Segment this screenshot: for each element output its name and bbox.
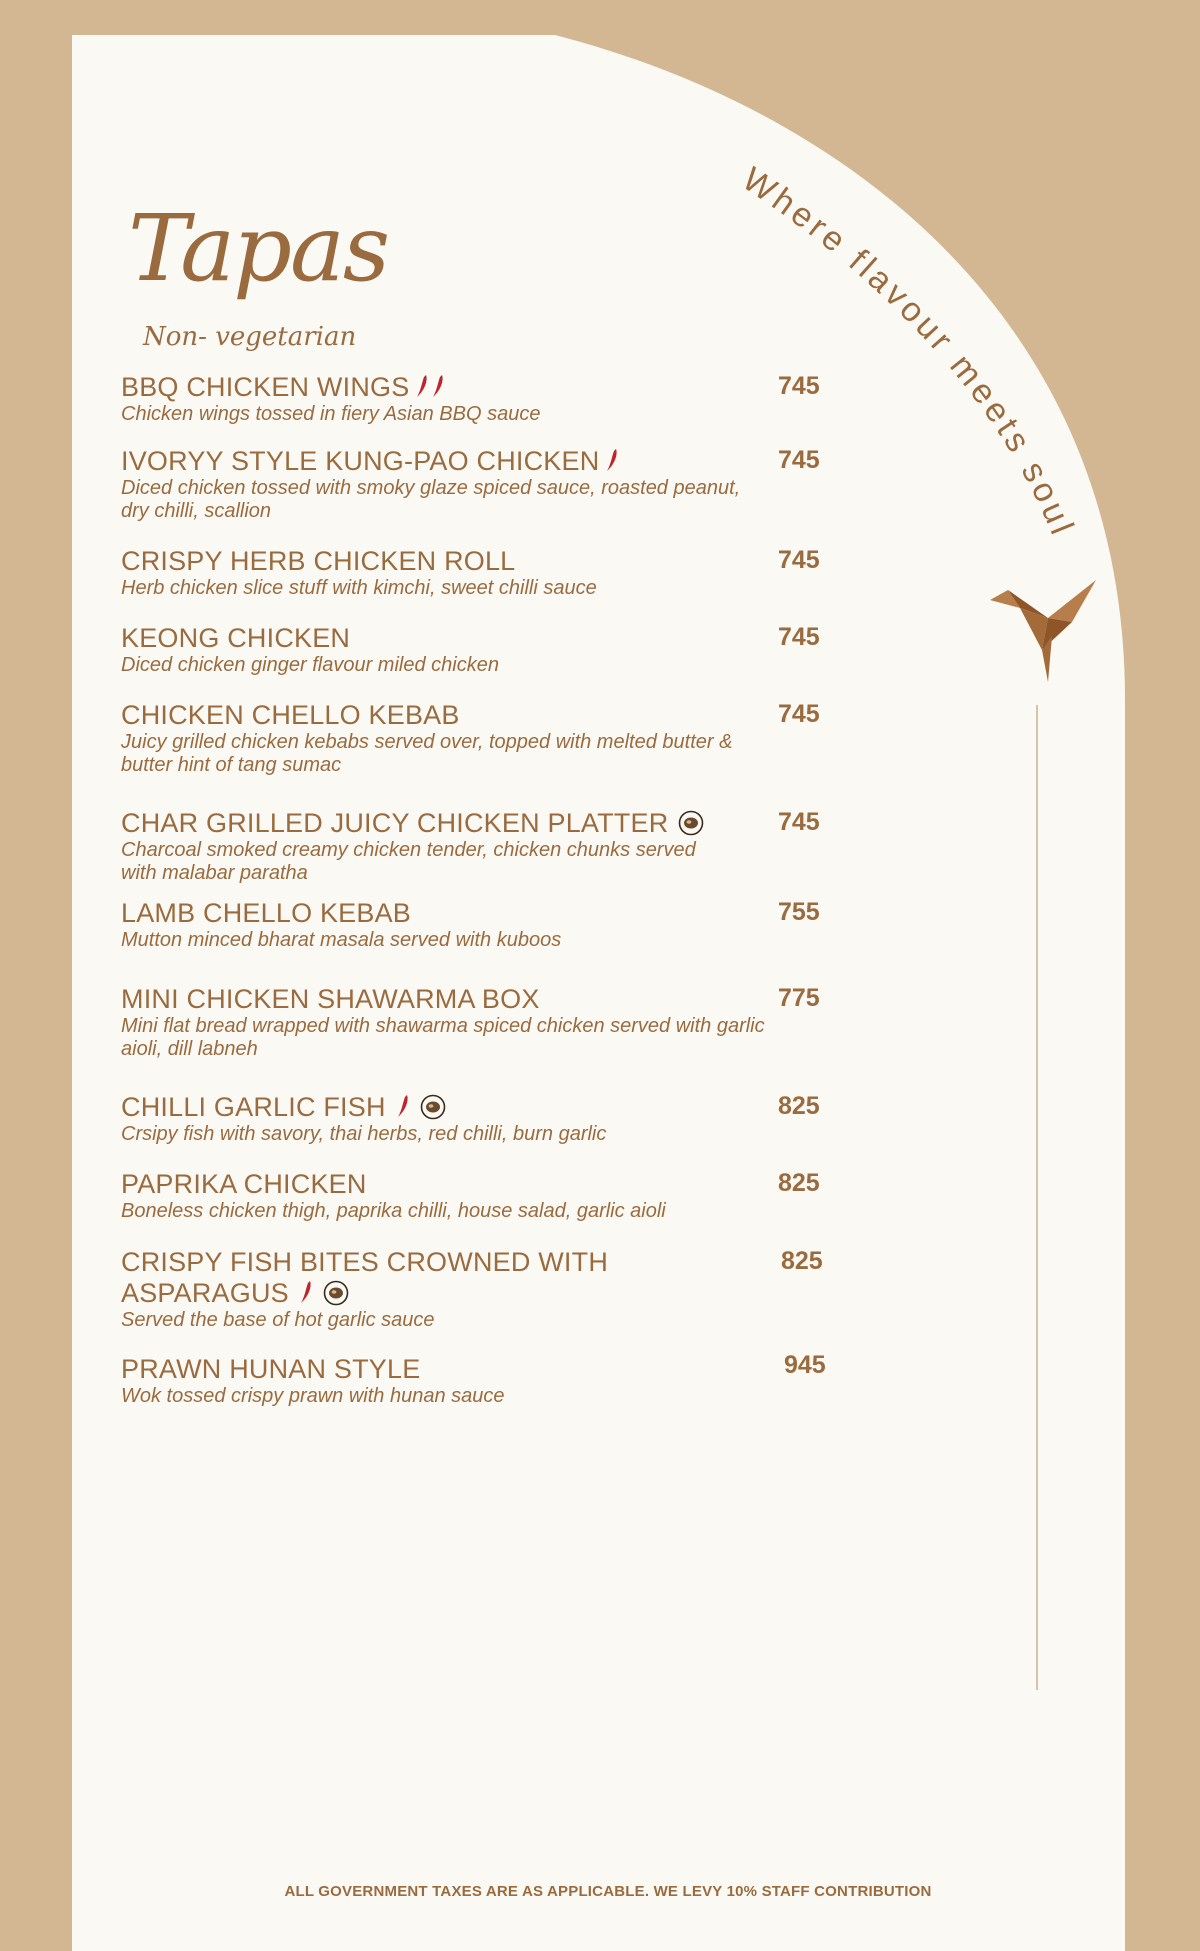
- menu-item: [121, 1351, 841, 1408]
- item-description: Herb chicken slice stuff with kimchi, sweet chilli sauce: [121, 577, 597, 599]
- chilli-icon: [605, 448, 619, 472]
- egg-icon: [420, 1094, 446, 1120]
- menu-item: [121, 700, 841, 777]
- item-price: 775: [778, 984, 820, 1012]
- item-price: 825: [778, 1092, 820, 1120]
- egg-icon: [323, 1280, 349, 1306]
- item-name: LAMB CHELLO KEBAB: [121, 898, 412, 928]
- item-name: MINI CHICKEN SHAWARMA BOX: [121, 984, 540, 1014]
- item-name: CRISPY FISH BITES CROWNED WITH: [121, 1247, 609, 1277]
- item-description: Diced chicken tossed with smoky glaze spiced sauce, roasted peanut, dry chilli, scallion: [121, 477, 741, 522]
- item-description: Juicy grilled chicken kebabs served over, topped with melted butter & butter hint of tang sumac: [121, 731, 733, 776]
- item-name-line2: ASPARAGUS: [121, 1278, 841, 1309]
- chilli-icon: [431, 374, 445, 398]
- egg-icon: [678, 810, 704, 836]
- item-description: Mutton minced bharat masala served with kuboos: [121, 929, 562, 951]
- item-name: CHILLI GARLIC FISH: [121, 1092, 841, 1123]
- item-price: 945: [784, 1351, 826, 1379]
- menu-item: [121, 446, 841, 523]
- menu-subtitle: Non- vegetarian: [143, 322, 357, 352]
- origami-bird-icon: [990, 578, 1100, 686]
- item-price: 745: [778, 372, 820, 400]
- item-description: Crsipy fish with savory, thai herbs, red chilli, burn garlic: [121, 1123, 607, 1145]
- item-name: KEONG CHICKEN: [121, 623, 351, 653]
- tax-footer: ALL GOVERNMENT TAXES ARE AS APPLICABLE. WE LEVY 10% STAFF CONTRIBUTION: [284, 1883, 932, 1900]
- item-description: Wok tossed crispy prawn with hunan sauce: [121, 1385, 505, 1407]
- item-name: PAPRIKA CHICKEN: [121, 1169, 367, 1199]
- menu-item: [121, 1092, 841, 1146]
- menu-title: Tapas: [128, 195, 389, 302]
- menu-item: [121, 546, 841, 600]
- menu-item: [121, 1247, 841, 1332]
- item-description: Mini flat bread wrapped with shawarma spiced chicken served with garlic aioli, dill labneh: [121, 1015, 765, 1060]
- item-name: CHAR GRILLED JUICY CHICKEN PLATTER: [121, 808, 841, 839]
- tagline: Where flavour meets soul: [735, 159, 1083, 544]
- item-description: Chicken wings tossed in fiery Asian BBQ sauce: [121, 403, 541, 425]
- menu-item: [121, 1169, 841, 1223]
- menu-item: [121, 372, 841, 426]
- chilli-icon: [299, 1280, 313, 1304]
- item-name: PRAWN HUNAN STYLE: [121, 1354, 421, 1384]
- item-name: CRISPY HERB CHICKEN ROLL: [121, 546, 516, 576]
- item-name: BBQ CHICKEN WINGS: [121, 372, 841, 403]
- item-description: Boneless chicken thigh, paprika chilli, house salad, garlic aioli: [121, 1200, 666, 1222]
- menu-item: [121, 623, 841, 677]
- item-description: Diced chicken ginger flavour miled chicken: [121, 654, 499, 676]
- item-price: 745: [778, 446, 820, 474]
- item-price: 825: [778, 1169, 820, 1197]
- menu-item: [121, 898, 841, 952]
- chilli-icon: [396, 1094, 410, 1118]
- menu-item: [121, 808, 841, 885]
- item-name: IVORYY STYLE KUNG-PAO CHICKEN: [121, 446, 841, 477]
- item-price: 745: [778, 546, 820, 574]
- item-price: 745: [778, 700, 820, 728]
- menu-item: [121, 984, 841, 1061]
- item-description: Served the base of hot garlic sauce: [121, 1309, 435, 1331]
- item-description: Charcoal smoked creamy chicken tender, chicken chunks served with malabar paratha: [121, 839, 696, 884]
- item-price: 825: [781, 1247, 823, 1275]
- item-price: 755: [778, 898, 820, 926]
- item-name: CHICKEN CHELLO KEBAB: [121, 700, 460, 730]
- item-price: 745: [778, 623, 820, 651]
- chilli-icon: [415, 374, 429, 398]
- item-price: 745: [778, 808, 820, 836]
